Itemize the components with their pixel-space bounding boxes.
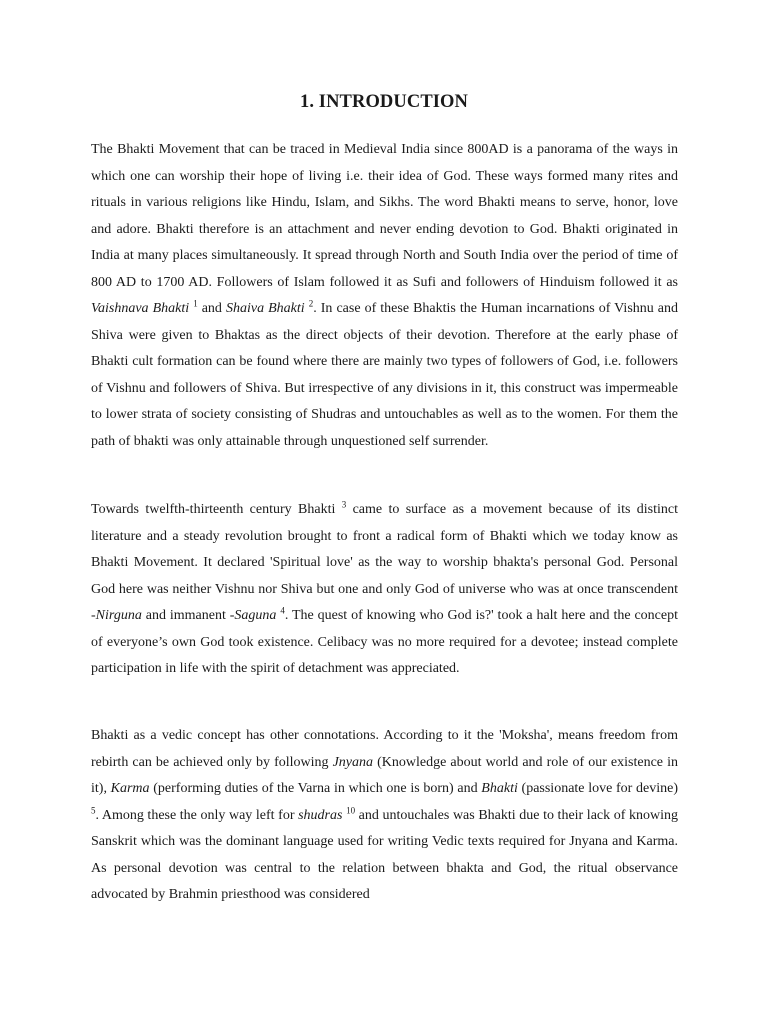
footnote-ref[interactable]: 4 — [280, 605, 285, 616]
footnote-ref[interactable]: 3 — [341, 499, 347, 510]
text-run: Towards twelfth-thirteenth century Bhakti — [91, 502, 342, 517]
text-run: and untouchales was Bhakti due to their lack of knowing Sanskrit which was the dominant language used for writing Vedic texts required for Jnyana and Karma. As personal devotion was central to the relation between bhakta and God, the ritual observance advocated by Brahmin priesthood was considered — [91, 807, 678, 902]
italic-term: Saguna — [234, 608, 277, 623]
paragraph-2 — [91, 497, 678, 683]
text-run: and immanent - — [141, 608, 235, 623]
italic-term: Vaishnava Bhakti — [91, 301, 190, 316]
page-title: 1. INTRODUCTION — [299, 92, 469, 112]
text-run: and — [197, 301, 226, 316]
italic-term: Bhakti — [481, 781, 518, 796]
text-run: (Knowledge about world and role of our existence in it), — [91, 754, 678, 796]
paragraph-3 — [91, 723, 678, 909]
footnote-ref[interactable]: 10 — [346, 804, 356, 815]
footnote-ref[interactable]: 1 — [193, 298, 198, 309]
text-run: came to surface as a movement because of its distinct literature and a steady revolution brought to front a radical form of Bhakti which we today know as Bhakti Movement. It declared 'Spiritual love' as the way to worship bhakta's personal God. Personal God here was neither Vishnu nor Shiva but one and only God of universe who was at once transcendent - — [91, 502, 678, 623]
text-run: Bhakti as a vedic concept has other connotations. According to it the 'Moksha', means freedom from rebirth can be achieved only by following — [91, 728, 678, 770]
italic-term: shudras — [298, 807, 343, 823]
text-run: The Bhakti Movement that can be traced in Medieval India since 800AD is a panorama of the ways in which one can worship their hope of living i.e. their idea of God. These ways formed many rites and rituals in various religions like Hindu, Islam, and Sikhs. The word Bhakti means to serve, honor, love and adore. Bhakti therefore is an attachment and never ending devotion to God. Bhakti originated in India at many places simultaneously. It spread through North and South India over the period of time of 800 AD to 1700 AD. Followers of Islam followed it as Sufi and followers of Hinduism followed it as — [91, 142, 678, 290]
paragraph-1 — [91, 137, 678, 455]
text-run: . The quest of knowing who God is?' took a halt here and the concept of everyone’s own God took existence. Celibacy was no more required for a devotee; instead complete participation in life with the spirit of detachment was appreciated. — [91, 608, 678, 676]
italic-term: Jnyana — [332, 754, 374, 770]
italic-term: Karma — [110, 781, 150, 796]
footnote-ref[interactable]: 2 — [308, 298, 314, 309]
text-run: . Among these the only way left for — [95, 807, 299, 823]
text-run: (performing duties of the Varna in which one is born) and — [149, 781, 482, 796]
italic-term: Shaiva Bhakti — [225, 301, 305, 316]
text-run: (passionate love for devine) — [517, 781, 678, 796]
footnote-ref[interactable]: 5 — [91, 804, 96, 815]
text-run: . In case of these Bhaktis the Human incarnations of Vishnu and Shiva were given to Bhaktas as the direct objects of their devotion. Therefore at the early phase of Bhakti cult formation can be found where there are mainly two types of followers of God, i.e. followers of Vishnu and followers of Shiva. But irrespective of any divisions in it, this construct was impermeable to lower strata of society consisting of Shudras and untouchables as well as to the women. For them the path of bhakti was only attainable through unquestioned self surrender. — [91, 301, 679, 449]
italic-term: Nirguna — [95, 608, 142, 623]
